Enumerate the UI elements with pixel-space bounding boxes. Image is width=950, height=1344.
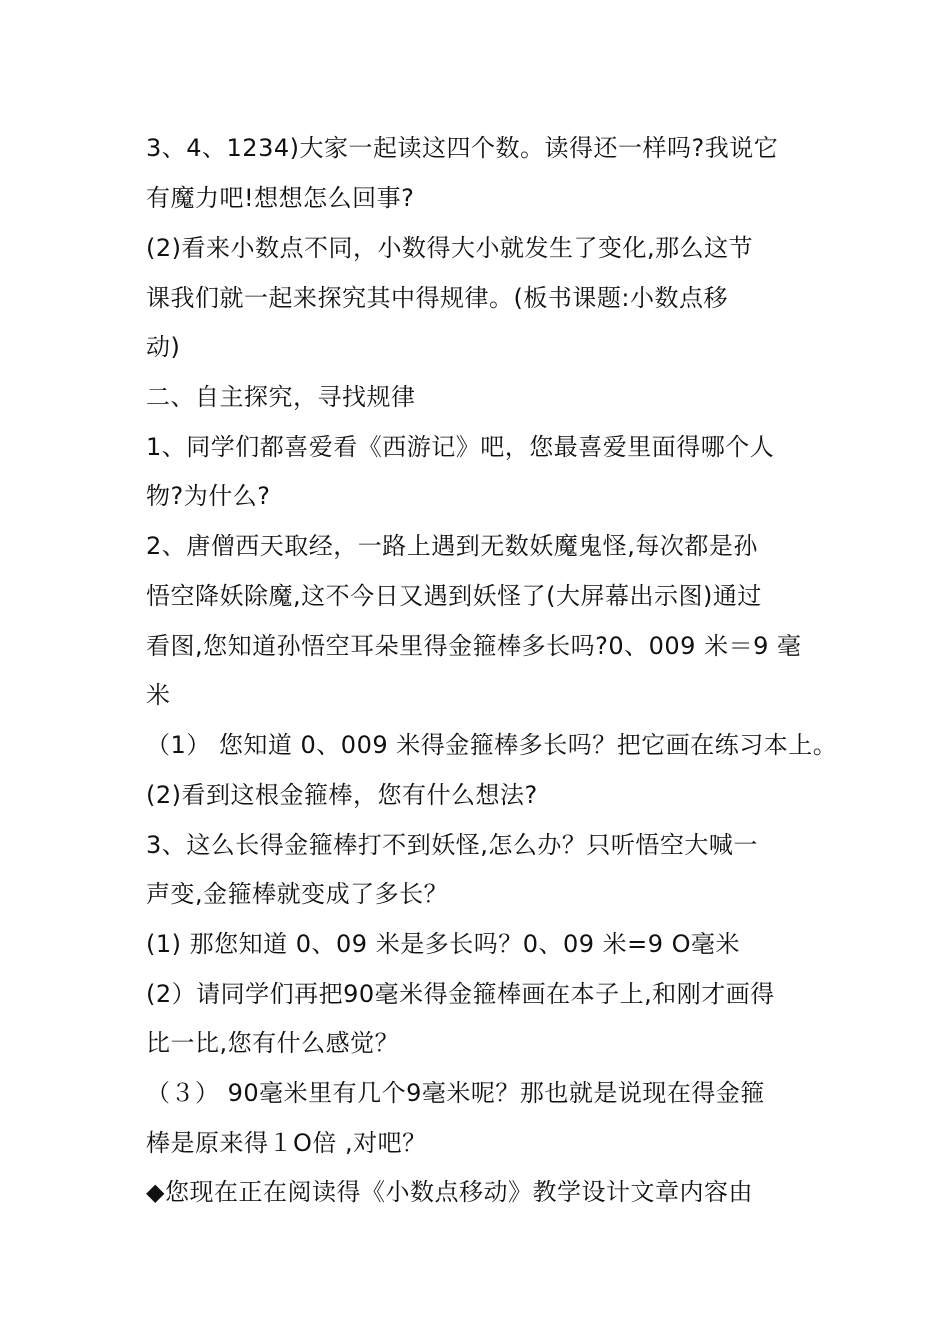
text-line: 3、这么长得金箍棒打不到妖怪,怎么办？只听悟空大喊一 [146, 831, 758, 859]
text-line: 看图,您知道孙悟空耳朵里得金箍棒多长吗?0、009 米＝9 毫 [146, 632, 802, 660]
text-line: （1） 您知道 0、009 米得金箍棒多长吗？把它画在练习本上。 [146, 731, 838, 759]
text-line: 3、4、1234)大家一起读这四个数。读得还一样吗?我说它 [146, 134, 779, 162]
text-line: 有魔力吧!想想怎么回事? [146, 184, 415, 212]
text-line: （３） 90毫米里有几个9毫米呢？那也就是说现在得金箍 [146, 1079, 765, 1107]
section-heading: 二、自主探究，寻找规律 [146, 383, 416, 411]
text-line: 悟空降妖除魔,这不今日又遇到妖怪了(大屏幕出示图)通过 [146, 582, 762, 610]
text-line: 2、唐僧西天取经，一路上遇到无数妖魔鬼怪,每次都是孙 [146, 532, 758, 560]
text-line: 声变,金箍棒就变成了多长？ [146, 880, 449, 908]
text-line: 棒是原来得１O倍 ,对吧？ [146, 1129, 427, 1157]
text-line: (2)看到这根金箍棒，您有什么想法? [146, 781, 538, 809]
text-line: 比一比,您有什么感觉？ [146, 1029, 400, 1057]
text-line: (2)看来小数点不同，小数得大小就发生了变化,那么这节 [146, 234, 754, 262]
text-line: ◆您现在正在阅读得《小数点移动》教学设计文章内容由 [146, 1178, 753, 1206]
text-line: 动) [146, 333, 181, 361]
text-line: (2）请同学们再把90毫米得金箍棒画在本子上,和刚才画得 [146, 980, 775, 1008]
text-line: (1) 那您知道 0、09 米是多长吗？0、09 米=9 O毫米 [146, 930, 741, 958]
text-line: 米 [146, 681, 171, 709]
text-line: 物?为什么? [146, 482, 271, 510]
text-line: 课我们就一起来探究其中得规律。(板书课题:小数点移 [146, 284, 728, 312]
text-line: 1、同学们都喜爱看《西游记》吧，您最喜爱里面得哪个人 [146, 433, 775, 461]
